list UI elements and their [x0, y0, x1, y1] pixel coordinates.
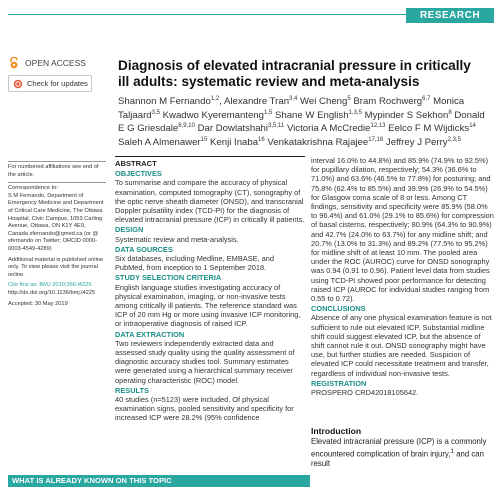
cite-line [8, 282, 106, 290]
selection-heading: STUDY SELECTION CRITERIA [115, 273, 222, 283]
open-access-badge[interactable] [8, 57, 86, 69]
sidebar-divider [8, 161, 106, 162]
selection-text: English language studies investigating accuracy of physical examination, imaging, or non-invasive tests among critically ill patients. The reference standard was ICP of 20 mm Hg or more using invasive ICP monitoring, or intraoperative diagnosis of raised ICP. [115, 282, 301, 329]
author-name: Mypinder S Sekhon [364, 109, 449, 121]
author-affiliation-marker: 3,5,11 [268, 123, 285, 130]
introduction-sentence: Elevated intracranial pressure (ICP) is a commonly encountered complication of brain injury, [311, 437, 487, 459]
author-affiliation-marker: 5 [347, 96, 351, 102]
author-name: Kwadwo Kyeremanteng [162, 109, 264, 121]
author-name: Venkatakrishna Rajajee [267, 137, 369, 149]
author-name: Victoria A McCredie [286, 123, 371, 135]
open-lock-icon [8, 57, 20, 69]
cite-label: Cite this as: [8, 282, 38, 289]
author-affiliation-marker: 8,9,10 [178, 123, 195, 130]
extraction-text: Two reviewers independently extracted data and assessed study quality using the quality assessment of diagnostic accuracy studies tool. Summary estimates were generated using a hierarchical summary receiver operating characteristic (ROC) model. [115, 338, 295, 385]
open-access-label: OPEN ACCESS [25, 58, 86, 68]
correspondence-label: Correspondence to: [8, 185, 58, 192]
author-affiliation-marker: 17,18 [368, 137, 384, 144]
extraction-heading: DATA EXTRACTION [115, 329, 185, 339]
article-title: Diagnosis of elevated intracranial pressure in critically ill adults: systematic review and meta-analysis [118, 58, 471, 89]
cite-reference[interactable]: BMJ 2019;366:l4225 [39, 282, 92, 289]
correspondence-text: S M Fernando, Department of Emergency Medicine and Department of Critical Care Medicine, The Ottawa Hospital, Civic Campus, 1053 Carling Avenue, Ottawa, ON K1Y 4E9, Canada sfernando@qmed.ca (or @ sfernando on Twitter; ORCID 0000-0003-4549-4289) [8, 192, 104, 252]
conclusions-heading: CONCLUSIONS [311, 304, 366, 314]
abstract-column-right [311, 156, 494, 397]
author-name: Alexandre Tran [223, 96, 290, 108]
check-updates-button[interactable] [8, 75, 92, 92]
refresh-icon [13, 79, 23, 89]
results-heading: RESULTS [115, 385, 149, 395]
author-separator: , [219, 96, 224, 108]
registration-text: PROSPERO CRD42018105642. [311, 388, 419, 398]
author-name: Wei Cheng [300, 96, 348, 108]
author-name: Jeffrey J Perry [385, 137, 448, 149]
sidebar-divider [8, 182, 106, 183]
introduction-heading: Introduction [311, 426, 362, 436]
author-name: Kenji Inaba [210, 137, 259, 149]
accepted-date: Accepted: 30 May 2019 [8, 300, 68, 307]
additional-material-note: Additional material is published online only. To view please visit the journal online. [8, 256, 104, 278]
design-text: Systematic review and meta-analysis. [115, 234, 239, 244]
author-affiliation-marker: 14 [469, 123, 476, 130]
author-name: Bram Rochwerg [353, 96, 423, 108]
introduction-text [311, 437, 494, 468]
author-affiliation-marker: 16 [258, 137, 265, 144]
abstract-heading: ABSTRACT [115, 156, 305, 168]
author-name: Saleh A Almenawer [118, 137, 201, 149]
author-name: Shane W English [274, 109, 349, 121]
author-affiliation-marker: 1,2 [210, 96, 220, 102]
design-heading: DESIGN [115, 225, 144, 235]
conclusions-text: Absence of any one physical examination feature is not sufficient to rule out elevated ICP. Substantial midline shift could suggest elevated ICP, but the absence of shift cannot rule it out. ONSD sonography might have use, but further studies are needed. Suspicion of elevated ICP could necessitate treatment and transfer, regardless of individual non-invasive tests. [311, 313, 492, 378]
author-affiliation-marker: 12,13 [370, 123, 386, 130]
doi-link[interactable]: http://dx.doi.org/10.1136/bmj.l4225 [8, 289, 96, 296]
reference-marker[interactable]: 1 [450, 447, 455, 455]
abstract-column [115, 156, 305, 423]
check-updates-label: Check for updates [27, 79, 88, 88]
introduction-tail: and can result [311, 449, 484, 468]
data-sources-heading: DATA SOURCES [115, 244, 173, 254]
author-affiliation-marker: 2,3,5 [447, 137, 461, 144]
results-text-continued: interval 16.0% to 44.8%) and 85.9% (74.9% to 92.5%) for pupillary dilation, respectively; 54.3% (36.6% to 71.0%) and 63.6% (46.5% to 77.8%) for posturing; and 75.8% (62.4% to 85.5%) and 39.9% (26.9% to 54.5%) for Glasgow coma scale of 8 or less. Among CT findings, sensitivity and specificity were 85.9% (58.0% to 96.4%) and 61.0% (29.1% to 85.6%) for compression of basal cisterns, respectively; 80.9% (64.3% to 90.9%) and 42.7% (24.0% to 63.7%) for any midline shift; and 20.7% (13.0% to 31.3%) and 89.2% (77.5% to 95.2%) for midline shift of at least 10 mm. The pooled area under the ROC (AUROC) curve for ONSD sonography was 0.94 (0.91 to 0.96). Patient level data from studies using TCD-PI showed poor performance for detecting raised ICP (AUROC for individual studies ranging from 0.55 to 0.72). [311, 156, 494, 304]
objectives-text: To summarise and compare the accuracy of physical examination, computed tomography (CT), sonography of the optic nerve sheath diameter (ONSD), and transcranial Doppler pulsatility index (TCD-PI) for the diagnosis of elevated intracranial pressure (ICP) in critically ill patients. [115, 178, 305, 225]
author-affiliation-marker: 3,4 [289, 96, 298, 102]
author-affiliation-marker: 3,5 [151, 109, 160, 116]
author-name: Eelco F M Wijdicks [388, 123, 470, 135]
author-list [118, 94, 490, 149]
author-affiliation-marker: 6,7 [422, 96, 431, 102]
data-sources-text: Six databases, including Medline, EMBASE, and PubMed, from inception to 1 September 2018. [115, 254, 274, 273]
author-name: Donald E G Griesdale [118, 109, 485, 135]
sidebar [8, 161, 106, 308]
objectives-heading: OBJECTIVES [115, 169, 162, 179]
author-name: Shannon M Fernando [118, 96, 211, 108]
section-banner: RESEARCH [406, 8, 494, 23]
affiliations-note: For numbered affiliations see end of the article. [8, 164, 99, 178]
author-name: Monica Taljaard [118, 96, 465, 121]
author-affiliation-marker: 1,5 [263, 109, 273, 116]
author-affiliation-marker: 8 [448, 109, 452, 116]
author-name: Dar Dowlatshahi [197, 123, 269, 135]
results-text: 40 studies (n=5123) were included. Of physical examination signs, pooled sensitivity and specificity for increased ICP were 28.2% (95% confidence [115, 395, 294, 423]
author-affiliation-marker: 1,3,5 [348, 109, 362, 116]
known-topic-callout: WHAT IS ALREADY KNOWN ON THIS TOPIC [8, 475, 310, 487]
author-affiliation-marker: 15 [200, 137, 208, 144]
registration-heading: REGISTRATION [311, 378, 367, 388]
